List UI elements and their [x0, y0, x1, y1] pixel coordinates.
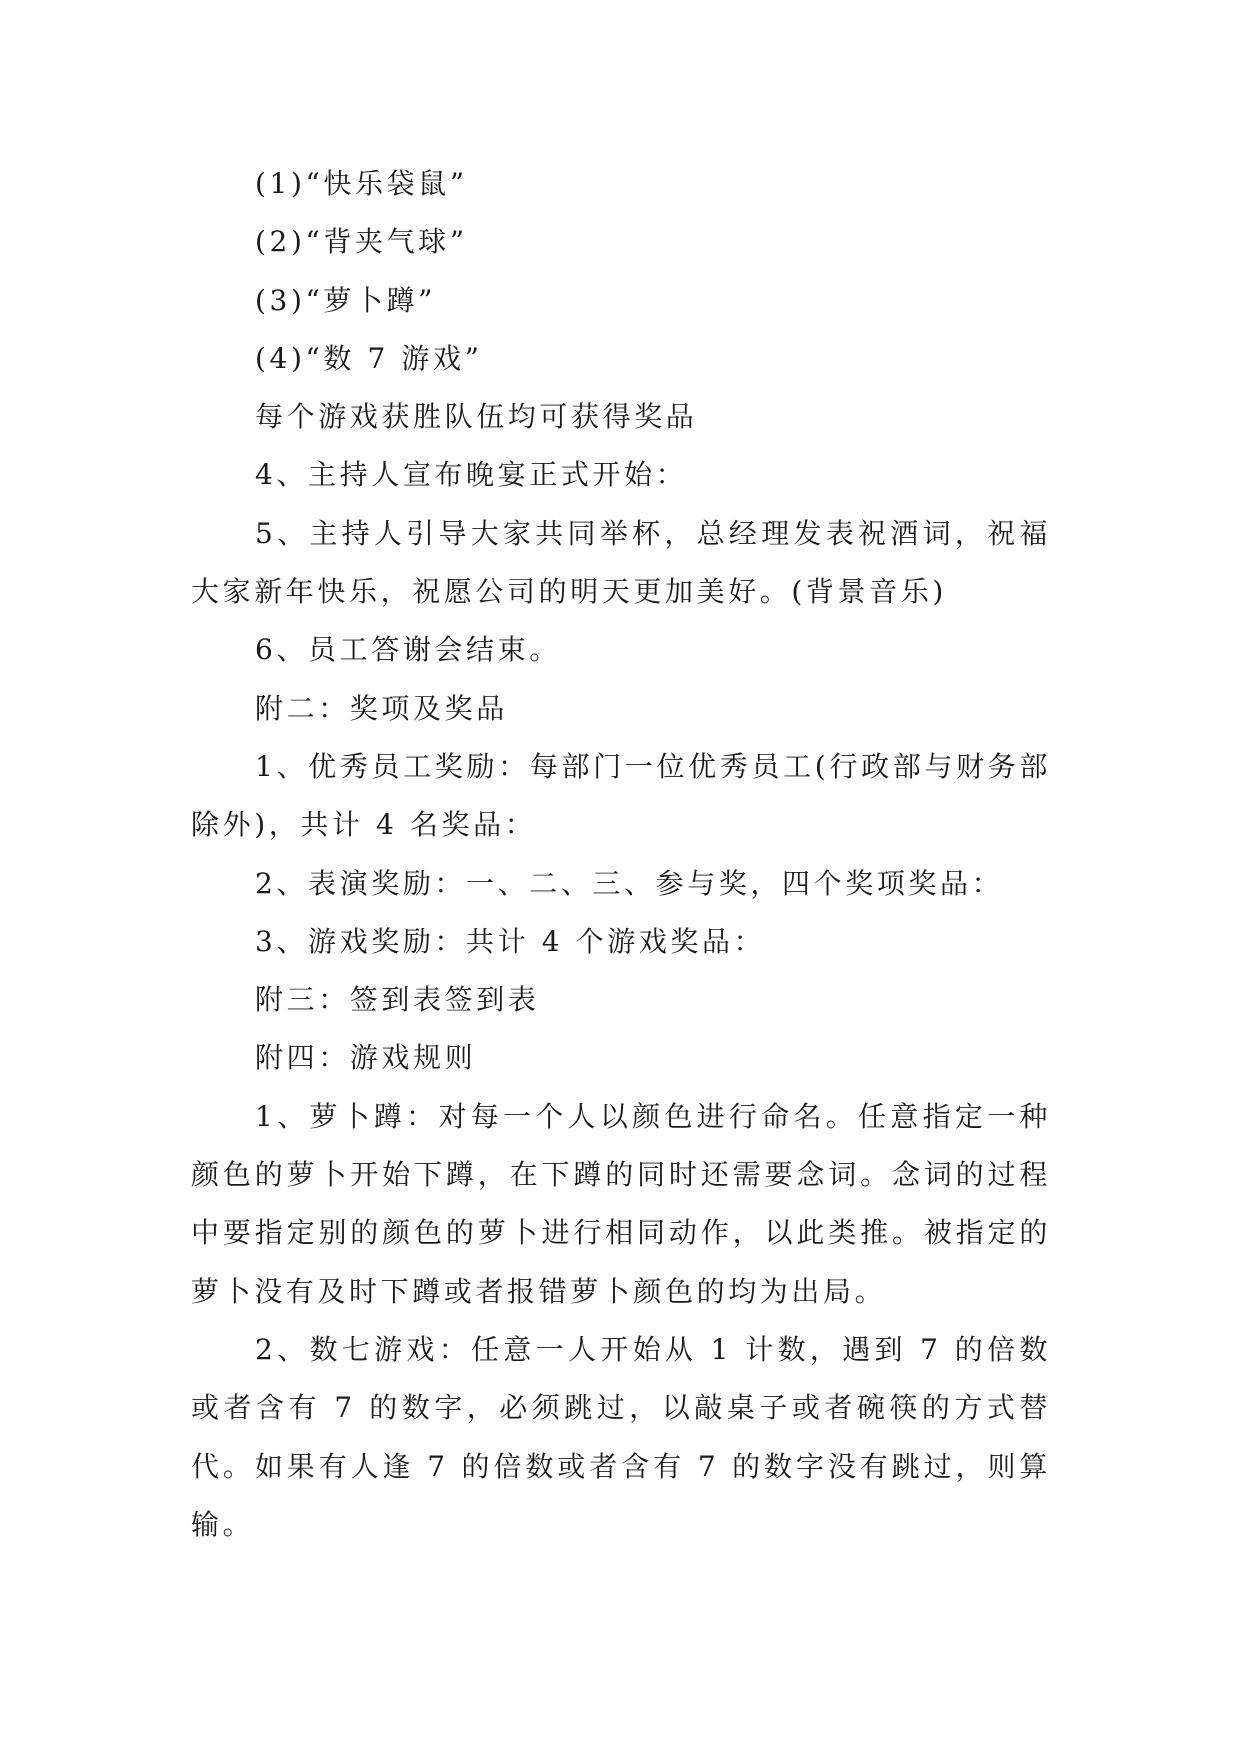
- list-item-game-3: (3)“萝卜蹲”: [255, 283, 437, 317]
- paragraph-award-3: 3、游戏奖励：共计 4 个游戏奖品：: [255, 924, 766, 958]
- list-item-game-2: (2)“背夹气球”: [255, 225, 468, 259]
- paragraph-step-6: 6、员工答谢会结束。: [255, 633, 561, 667]
- paragraph-step-4: 4、主持人宣布晚宴正式开始：: [255, 458, 688, 492]
- heading-appendix-2: 附二：奖项及奖品: [255, 691, 508, 725]
- list-item-game-1: (1)“快乐袋鼠”: [255, 167, 468, 200]
- list-item-game-4: (4)“数 7 游戏”: [255, 341, 483, 375]
- paragraph-rule-1: 1、萝卜蹲：对每一个人以颜色进行命名。任意指定一种颜色的萝卜开始下蹲，在下蹲的同时还需要念词。念词的过程中要指定别的颜色的萝卜进行相同动作，以此类推。被指定的萝卜没有及时下蹲或者报错萝卜颜色的均为出局。: [191, 1099, 1051, 1308]
- paragraph-game-prizes: 每个游戏获胜队伍均可获得奖品: [255, 400, 698, 434]
- paragraph-step-5: 5、主持人引导大家共同举杯，总经理发表祝酒词，祝福大家新年快乐，祝愿公司的明天更加美好。(背景音乐): [191, 516, 1051, 609]
- heading-appendix-3: 附三：签到表签到表: [255, 983, 540, 1017]
- paragraph-award-1: 1、优秀员工奖励：每部门一位优秀员工(行政部与财务部除外)，共计 4 名奖品：: [191, 749, 1051, 842]
- heading-appendix-4: 附四：游戏规则: [255, 1041, 477, 1075]
- document-body: [191, 155, 1051, 1554]
- paragraph-rule-2: 2、数七游戏：任意一人开始从 1 计数，遇到 7 的倍数或者含有 7 的数字，必须跳过，以敲桌子或者碗筷的方式替代。如果有人逢 7 的倍数或者含有 7 的数字没有跳过，则算输。: [191, 1332, 1051, 1541]
- paragraph-award-2: 2、表演奖励：一、二、三、参与奖，四个奖项奖品：: [255, 866, 1004, 900]
